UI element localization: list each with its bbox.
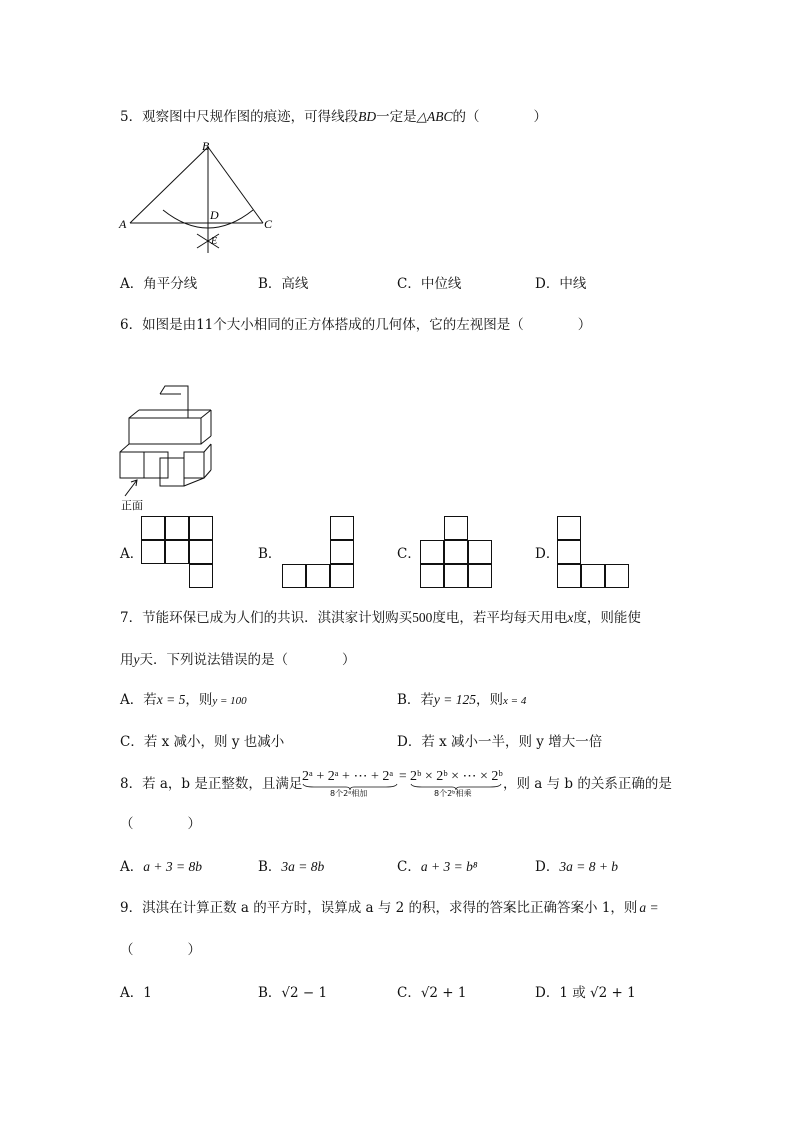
q9-option-b[interactable]: B．√2 − 1	[258, 985, 328, 1001]
q6-option-a-letter[interactable]: A．	[120, 546, 144, 562]
q5-option-c[interactable]: C．中位线	[397, 276, 462, 292]
q7-stem-line1: 7．节能环保已成为人们的共识．淇淇家计划购买500度电，若平均每天用电x度，则能使	[120, 610, 641, 626]
q6-cube-figure	[115, 382, 225, 512]
q7-option-b[interactable]: B．若y = 125，则x = 4	[397, 692, 527, 708]
q9-option-c[interactable]: C．√2 + 1	[397, 985, 467, 1001]
q8-option-d[interactable]: D．3a = 8 + b	[535, 859, 619, 875]
q5-option-b[interactable]: B．高线	[258, 276, 309, 292]
label-A: A	[119, 217, 127, 231]
q8-stem-suffix: ，则 a 与 b 的关系正确的是	[503, 776, 672, 792]
q8-lhs: 2ᵃ + 2ᵃ + ⋯ + 2ᵃ	[302, 769, 394, 784]
q7-option-c[interactable]: C．若 x 减小，则 y 也减小	[120, 734, 285, 750]
q6-option-c-letter[interactable]: C．	[397, 546, 421, 562]
q7-option-d[interactable]: D．若 x 减小一半，则 y 增大一倍	[397, 734, 603, 750]
q8-equals: =	[399, 768, 407, 783]
q5-triangle-figure	[115, 138, 285, 258]
q9-paren: （ ）	[120, 942, 201, 958]
q6-option-d-letter[interactable]: D．	[535, 546, 560, 562]
q5-option-a[interactable]: A．角平分线	[120, 276, 198, 292]
label-E: E	[211, 236, 218, 247]
q9-option-d[interactable]: D．1 或 √2 + 1	[535, 985, 636, 1001]
label-C: C	[264, 217, 273, 231]
q8-option-a[interactable]: A．a + 3 = 8b	[120, 859, 202, 875]
q7-option-a[interactable]: A．若x = 5，则y = 100	[120, 692, 247, 708]
q8-rhs-note: 8个2ᵇ相乘	[434, 789, 472, 798]
q7-stem-line2: 用y天．下列说法错误的是（ ）	[120, 652, 356, 668]
q5-stem: 5．观察图中尺规作图的痕迹，可得线段BD一定是△ABC的（ ）	[120, 109, 547, 125]
front-view-label: 正面	[121, 500, 143, 512]
label-D: D	[210, 208, 219, 222]
q6-stem: 6．如图是由11个大小相同的正方体搭成的几何体，它的左视图是（ ）	[120, 317, 592, 333]
label-B: B	[202, 139, 210, 153]
q8-paren: （ ）	[120, 816, 201, 832]
q6-option-b-letter[interactable]: B．	[258, 546, 282, 562]
q9-stem: 9．淇淇在计算正数 a 的平方时，误算成 a 与 2 的积，求得的答案比正确答案小 1，则 a =	[120, 900, 659, 916]
q5-option-d[interactable]: D．中线	[535, 276, 587, 292]
q8-stem-prefix: 8．若 a，b 是正整数，且满足	[120, 776, 303, 792]
q8-rhs: 2ᵇ × 2ᵇ × ⋯ × 2ᵇ	[410, 769, 503, 784]
q9-option-a[interactable]: A．1	[120, 985, 152, 1001]
q8-option-b[interactable]: B．3a = 8b	[258, 859, 325, 875]
q8-lhs-note: 8个2ᵃ相加	[330, 789, 368, 798]
q8-option-c[interactable]: C．a + 3 = b⁸	[397, 859, 478, 875]
